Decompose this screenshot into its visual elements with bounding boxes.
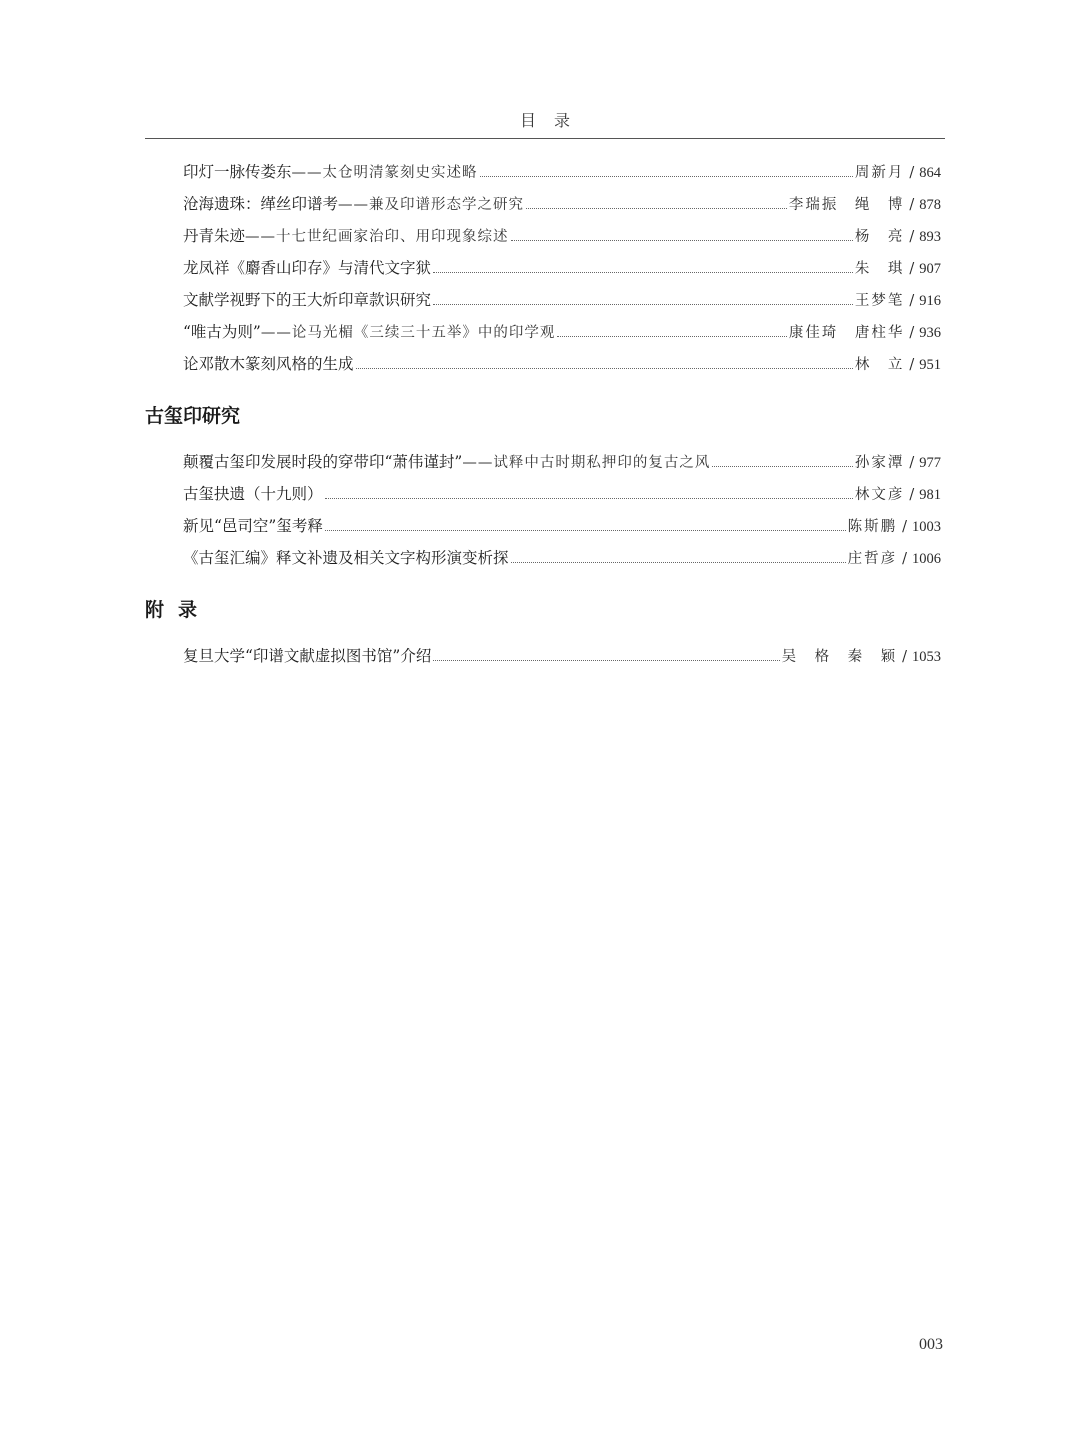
header-rule [145,138,945,139]
dot-leader [356,357,853,369]
entry-page-number: 907 [919,261,941,277]
toc-section [145,400,945,574]
toc-entry[interactable] [145,188,945,220]
dot-leader [433,293,853,305]
toc-section [145,594,945,672]
entry-subtitle: ——太仓明清篆刻史实述略 [291,165,478,181]
entry-author: 李瑞振 绳 博 [788,197,905,213]
entry-title: 龙凤祥《麝香山印存》与清代文字狱 [183,259,432,277]
entry-subtitle: ——试释中古时期私押印的复古之风 [462,455,711,471]
separator-slash: / [909,293,915,309]
entry-page-number: 951 [919,357,941,373]
entry-author: 朱 琪 [854,261,905,277]
entry-author: 陈斯鹏 [847,519,898,535]
entry-title: 丹青朱迹 [183,227,246,245]
separator-slash: / [909,261,915,277]
toc-entry[interactable] [145,640,945,672]
separator-slash: / [902,551,907,567]
entry-title: 颠覆古玺印发展时段的穿带印“萧伟谨封” [183,453,463,471]
entry-title: 印灯一脉传娄东 [183,163,292,181]
toc-entry[interactable] [145,510,945,542]
dot-leader [480,165,853,177]
entry-author: 杨 亮 [854,229,905,245]
entry-page-number: 1003 [912,519,941,535]
entry-subtitle: ——兼及印谱形态学之研究 [338,197,525,213]
dot-leader [526,197,787,209]
toc-entry[interactable] [145,284,945,316]
toc-section [145,156,945,380]
entry-page-number: 981 [919,487,941,503]
entry-author: 周新月 [854,165,905,181]
dot-leader [325,519,846,531]
toc-entry[interactable] [145,478,945,510]
separator-slash: / [909,487,915,503]
entry-page-number: 893 [919,229,941,245]
toc-entry[interactable] [145,220,945,252]
entry-author: 康佳琦 唐柱华 [788,325,905,341]
section-title: 古玺印研究 [145,405,241,427]
entry-page-number: 864 [919,165,941,181]
entry-page-number: 1053 [912,649,941,665]
entry-title: 古玺抉遗（十九则） [183,485,323,503]
entry-page-number: 878 [919,197,941,213]
dot-leader [712,455,853,467]
running-head: 目录 [519,111,588,130]
dot-leader [557,325,787,337]
toc-entry[interactable] [145,156,945,188]
separator-slash: / [909,325,915,341]
page-number: 003 [919,1336,943,1353]
entry-title: 论邓散木篆刻风格的生成 [183,355,354,373]
dot-leader [325,487,853,499]
separator-slash: / [909,455,915,471]
entry-author: 孙家潭 [854,455,905,471]
entry-subtitle: ——十七世纪画家治印、用印现象综述 [245,229,509,245]
table-of-contents [145,156,945,672]
separator-slash: / [909,165,915,181]
toc-entry[interactable] [145,316,945,348]
dot-leader [433,261,853,273]
separator-slash: / [909,357,915,373]
entry-title: 《古玺汇编》释文补遗及相关文字构形演变析探 [183,549,509,567]
separator-slash: / [909,197,915,213]
entry-author: 林文彦 [854,487,905,503]
dot-leader [433,649,779,661]
entry-author: 林 立 [854,357,905,373]
entry-page-number: 1006 [912,551,941,567]
toc-entry[interactable] [145,446,945,478]
dot-leader [511,551,846,563]
separator-slash: / [902,519,907,535]
entry-author: 吴 格 秦 颖 [781,649,898,665]
entry-title: 新见“邑司空”玺考释 [183,517,323,535]
separator-slash: / [909,229,915,245]
entry-page-number: 916 [919,293,941,309]
entry-subtitle: ——论马光楣《三续三十五举》中的印学观 [260,325,556,341]
entry-page-number: 936 [919,325,941,341]
dot-leader [511,229,853,241]
entry-title: 文献学视野下的王大炘印章款识研究 [183,291,432,309]
entry-author: 王梦笔 [854,293,905,309]
entry-title: 复旦大学“印谱文献虚拟图书馆”介绍 [183,647,432,665]
section-title: 附录 [145,599,212,621]
toc-entry[interactable] [145,252,945,284]
toc-entry[interactable] [145,348,945,380]
entry-title: “唯古为则” [183,323,261,341]
entry-author: 庄哲彦 [847,551,898,567]
entry-title: 沧海遗珠：缂丝印谱考 [183,195,339,213]
entry-page-number: 977 [919,455,941,471]
separator-slash: / [902,649,907,665]
toc-entry[interactable] [145,542,945,574]
